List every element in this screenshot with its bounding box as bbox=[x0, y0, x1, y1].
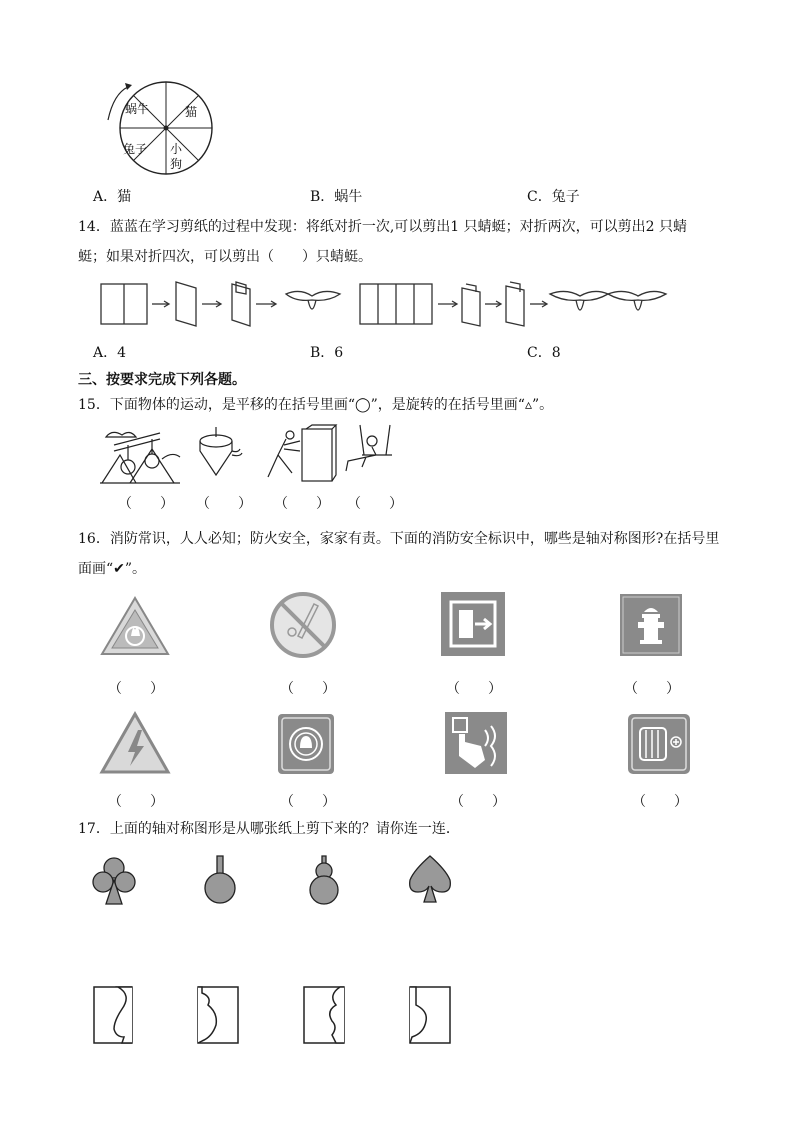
folded-paper-club[interactable] bbox=[302, 985, 346, 1045]
gourd-shape[interactable] bbox=[304, 854, 344, 906]
folded-paper-spade[interactable] bbox=[92, 985, 134, 1045]
q16-answer-3[interactable]: （ ） bbox=[446, 681, 502, 697]
q15-pictures bbox=[100, 425, 400, 487]
paper-folding-diagram bbox=[100, 280, 670, 330]
flammable-warning-icon bbox=[100, 596, 170, 656]
q16-text-line2: 面画“✔”。 bbox=[78, 561, 147, 577]
q15-answer-3[interactable]: （ ） bbox=[274, 496, 330, 512]
wheel-label-cat: 猫 bbox=[185, 105, 198, 119]
folded-paper-bulb[interactable] bbox=[408, 985, 452, 1045]
fire-alarm-bell-icon bbox=[278, 714, 334, 774]
round-bulb-shape[interactable] bbox=[200, 854, 240, 906]
high-voltage-icon bbox=[100, 712, 170, 774]
q16-answer-6[interactable]: （ ） bbox=[280, 794, 336, 810]
q14-option-a[interactable]: A．4 bbox=[93, 345, 127, 361]
q14-text-line2: 蜓；如果对折四次，可以剪出（ ）只蜻蜓。 bbox=[78, 249, 372, 265]
alarm-button-icon bbox=[445, 712, 507, 774]
q16-answer-2[interactable]: （ ） bbox=[280, 681, 336, 697]
q13-option-b[interactable]: B．蜗牛 bbox=[310, 189, 363, 205]
q16-answer-1[interactable]: （ ） bbox=[108, 681, 164, 697]
q16-answer-7[interactable]: （ ） bbox=[450, 794, 506, 810]
q13-option-a[interactable]: A．猫 bbox=[93, 189, 132, 205]
q15-answer-2[interactable]: （ ） bbox=[196, 496, 252, 512]
q14-text-line1: 14．蓝蓝在学习剪纸的过程中发现：将纸对折一次,可以剪出1 只蜻蜓；对折两次，可以剪出2 只蜻 bbox=[78, 219, 687, 235]
wheel-label-dog: 狗 bbox=[170, 157, 183, 171]
no-burning-icon bbox=[270, 592, 336, 658]
q16-answer-8[interactable]: （ ） bbox=[632, 794, 688, 810]
q15-text: 15．下面物体的运动，是平移的在括号里画“◯”，是旋转的在括号里画“▵”。 bbox=[78, 397, 554, 413]
q14-option-b[interactable]: B．6 bbox=[310, 345, 344, 361]
q15-answer-4[interactable]: （ ） bbox=[347, 496, 403, 512]
q16-text-line1: 16．消防常识，人人必知；防火安全，家家有责。下面的消防安全标识中，哪些是轴对称图形?在括号里 bbox=[78, 531, 720, 547]
club-shape[interactable] bbox=[92, 856, 136, 906]
q14-option-c[interactable]: C．8 bbox=[527, 345, 561, 361]
section-title: 三、按要求完成下列各题。 bbox=[78, 372, 246, 388]
wheel-label-small: 小 bbox=[170, 142, 183, 156]
fire-hydrant-icon bbox=[620, 594, 682, 656]
wheel-label-rabbit: 兔子 bbox=[123, 142, 148, 156]
q13-option-c[interactable]: C．兔子 bbox=[527, 189, 580, 205]
exit-door-icon bbox=[441, 592, 505, 656]
fire-hose-reel-icon bbox=[628, 714, 690, 774]
folded-paper-gourd[interactable] bbox=[196, 985, 240, 1045]
q16-answer-5[interactable]: （ ） bbox=[108, 794, 164, 810]
q16-answer-4[interactable]: （ ） bbox=[624, 681, 680, 697]
q15-answer-1[interactable]: （ ） bbox=[118, 496, 174, 512]
spinner-wheel bbox=[96, 80, 226, 180]
spade-shape[interactable] bbox=[406, 854, 454, 906]
wheel-label-snail: 蜗牛 bbox=[125, 102, 150, 116]
q17-text: 17．上面的轴对称图形是从哪张纸上剪下来的？请你连一连． bbox=[78, 821, 460, 837]
